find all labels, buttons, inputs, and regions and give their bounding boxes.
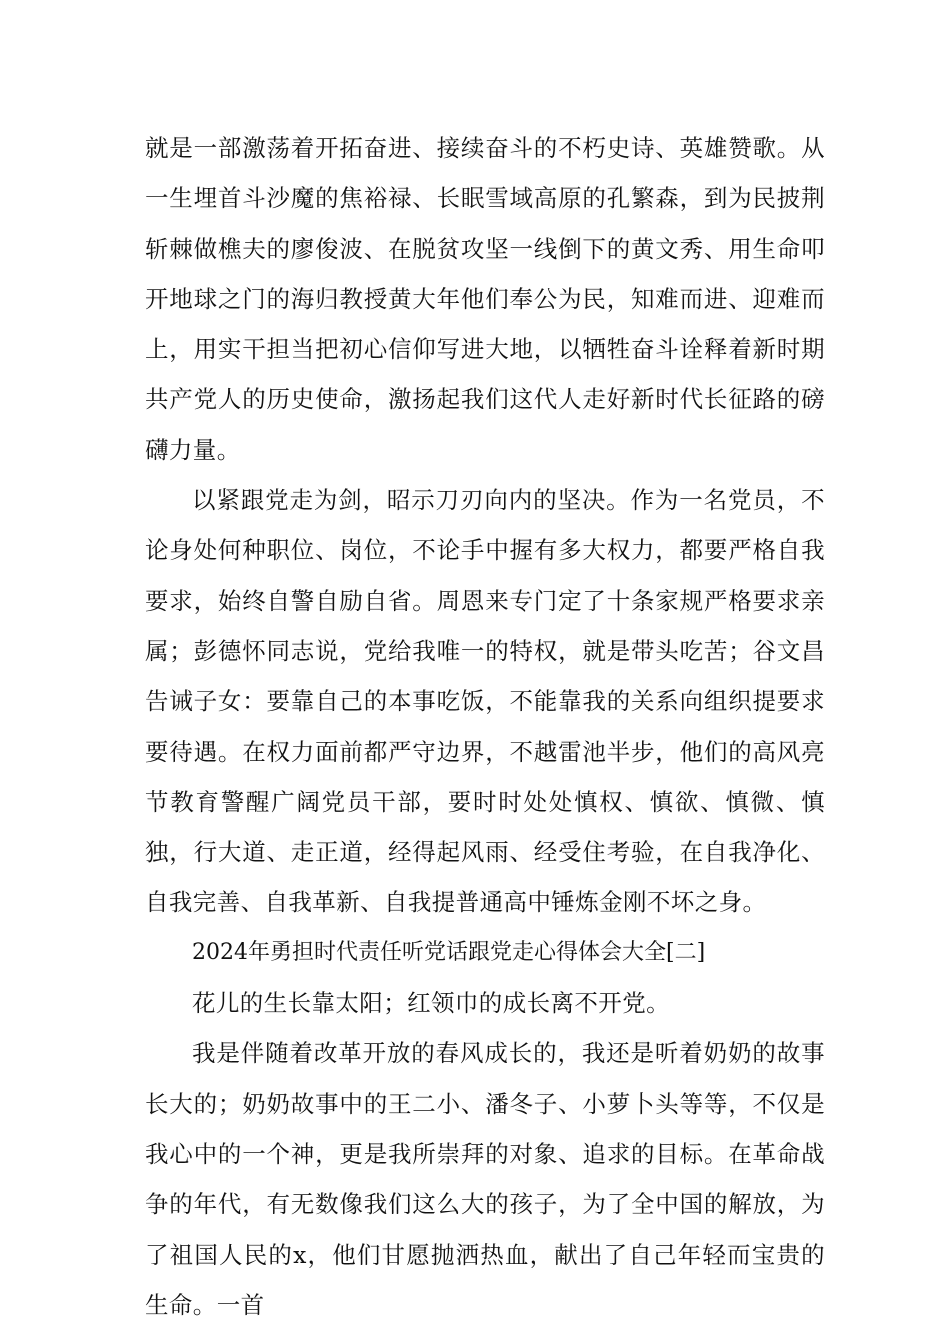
paragraph-continued-heroes: 就是一部激荡着开拓奋进、接续奋斗的不朽史诗、英雄赞歌。从一生埋首斗沙魔的焦裕禄、长眠雪域高原的孔繁森，到为民披荆斩棘做樵夫的廖俊波、在脱贫攻坚一线倒下的黄文秀、用生命叩开地球之门的海归教授黄大年他们奉公为民，知难而进、迎难而上，用实干担当把初心信仰写进大地，以牺牲奋斗诠释着新时期共产党人的历史使命，激扬起我们这代人走好新时代长征路的磅礴力量。 bbox=[145, 134, 825, 464]
document-page bbox=[145, 123, 825, 1330]
paragraph-grandma-stories: 我是伴随着改革开放的春风成长的，我还是听着奶奶的故事长大的；奶奶故事中的王二小、潘冬子、小萝卜头等等，不仅是我心中的一个神，更是我所崇拜的对象、追求的目标。在革命战争的年代，有无数像我们这么大的孩子，为了全中国的解放，为了祖国人民的x，他们甘愿抛洒热血，献出了自己年轻而宝贵的生命。一首 bbox=[145, 1039, 825, 1319]
paragraph-red-scarf: 花儿的生长靠太阳；红领巾的成长离不开党。 bbox=[192, 989, 670, 1018]
section-heading: 2024年勇担时代责任听党话跟党走心得体会大全[二] bbox=[192, 939, 706, 965]
paragraph-self-discipline: 以紧跟党走为剑，昭示刀刃向内的坚决。作为一名党员，不论身处何种职位、岗位，不论手中握有多大权力，都要严格自我要求，始终自警自励自省。周恩来专门定了十条家规严格要求亲属；彭德怀同志说，党给我唯一的特权，就是带头吃苦；谷文昌告诫子女：要靠自己的本事吃饭，不能靠我的关系向组织提要求要待遇。在权力面前都严守边界，不越雷池半步，他们的高风亮节教育警醒广阔党员干部，要时时处处慎权、慎欲、慎微、慎独，行大道、走正道，经得起风雨、经受住考验，在自我净化、自我完善、自我革新、自我提普通高中锤炼金刚不坏之身。 bbox=[145, 486, 825, 917]
